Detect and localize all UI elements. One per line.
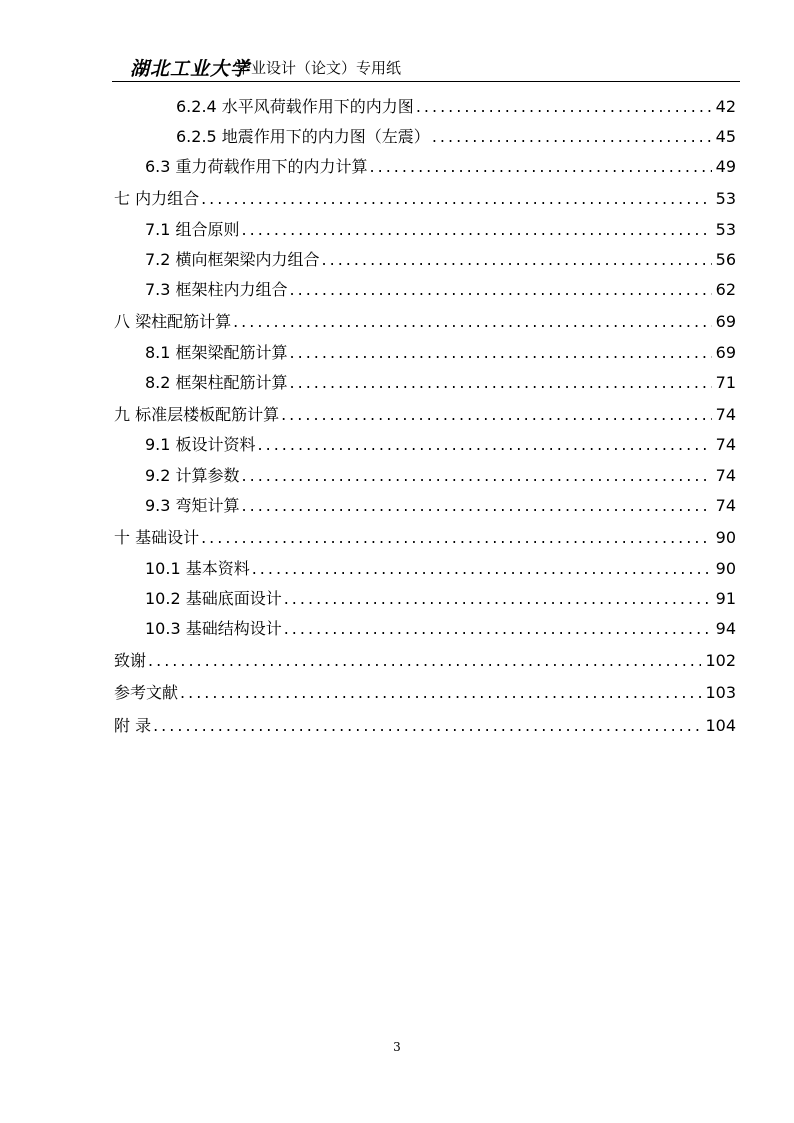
toc-leader-dots xyxy=(281,405,712,425)
toc-leader-dots xyxy=(148,651,701,671)
toc-entry-label: 10.2 基础底面设计 xyxy=(145,589,282,608)
toc-entry-page: 69 xyxy=(715,343,736,362)
toc-entry-label: 6.2.4 水平风荷载作用下的内力图 xyxy=(176,97,414,116)
toc-entry-page: 104 xyxy=(705,716,736,735)
toc-entry-page: 53 xyxy=(715,189,736,208)
toc-entry[interactable] xyxy=(145,466,736,486)
toc-leader-dots xyxy=(201,528,712,548)
page-header xyxy=(112,52,740,82)
toc-entry-label: 9.3 弯矩计算 xyxy=(145,496,240,515)
toc-entry-label: 6.2.5 地震作用下的内力图（左震） xyxy=(176,127,430,146)
toc-entry[interactable] xyxy=(114,651,736,671)
toc-leader-dots xyxy=(252,559,712,579)
header-rule xyxy=(112,81,740,82)
toc-entry-page: 69 xyxy=(715,312,736,331)
toc-entry-page: 74 xyxy=(715,435,736,454)
toc-entry[interactable] xyxy=(114,189,736,209)
toc-leader-dots xyxy=(416,97,712,117)
toc-leader-dots xyxy=(242,466,712,486)
toc-entry[interactable] xyxy=(176,127,736,147)
toc-entry[interactable] xyxy=(145,250,736,270)
toc-entry-page: 74 xyxy=(715,496,736,515)
toc-leader-dots xyxy=(258,435,712,455)
toc-entry-label: 致谢 xyxy=(114,651,147,670)
toc-entry-page: 91 xyxy=(715,589,736,608)
toc-entry-label: 9.1 板设计资料 xyxy=(145,435,256,454)
toc-entry-page: 90 xyxy=(715,559,736,578)
toc-entry[interactable] xyxy=(145,373,736,393)
toc-entry-label: 10.3 基础结构设计 xyxy=(145,619,282,638)
toc-entry-page: 71 xyxy=(715,373,736,392)
toc-entry-label: 7.1 组合原则 xyxy=(145,220,240,239)
toc-entry-page: 49 xyxy=(715,157,736,176)
toc-entry-label: 9.2 计算参数 xyxy=(145,466,240,485)
page-number: 3 xyxy=(393,1040,401,1054)
toc-leader-dots xyxy=(284,619,712,639)
toc-entry[interactable] xyxy=(145,559,736,579)
toc-leader-dots xyxy=(370,157,712,177)
toc-leader-dots xyxy=(290,343,712,363)
toc-leader-dots xyxy=(290,373,712,393)
toc-entry-label: 10.1 基本资料 xyxy=(145,559,250,578)
toc-entry-label: 8.1 框架梁配筋计算 xyxy=(145,343,288,362)
toc-entry[interactable] xyxy=(114,405,736,425)
toc-entry-page: 62 xyxy=(715,280,736,299)
toc-entry-label: 8.2 框架柱配筋计算 xyxy=(145,373,288,392)
toc-entry[interactable] xyxy=(114,312,736,332)
toc-entry-page: 102 xyxy=(705,651,736,670)
toc-entry[interactable] xyxy=(145,619,736,639)
toc-entry-page: 94 xyxy=(715,619,736,638)
toc-entry[interactable] xyxy=(145,220,736,240)
toc-entry-page: 45 xyxy=(715,127,736,146)
toc-entry-page: 74 xyxy=(715,405,736,424)
university-logo: 湖北工业大学 xyxy=(130,58,251,80)
toc-leader-dots xyxy=(242,496,712,516)
toc-leader-dots xyxy=(233,312,712,332)
toc-leader-dots xyxy=(432,127,712,147)
toc-entry-page: 56 xyxy=(715,250,736,269)
toc-entry-label: 参考文献 xyxy=(114,683,179,702)
toc-entry[interactable] xyxy=(145,496,736,516)
toc-leader-dots xyxy=(290,280,712,300)
toc-entry[interactable] xyxy=(145,589,736,609)
toc-leader-dots xyxy=(180,683,701,703)
toc-entry[interactable] xyxy=(145,157,736,177)
toc-entry-label: 7.2 横向框架梁内力组合 xyxy=(145,250,320,269)
toc-leader-dots xyxy=(322,250,712,270)
toc-entry[interactable] xyxy=(176,97,736,117)
toc-entry-label: 八 梁柱配筋计算 xyxy=(114,312,232,331)
toc-entry-label: 附 录 xyxy=(114,716,152,735)
toc-entry-label: 七 内力组合 xyxy=(114,189,200,208)
toc-leader-dots xyxy=(242,220,712,240)
toc-entry[interactable] xyxy=(114,528,736,548)
toc-entry-page: 42 xyxy=(715,97,736,116)
toc-entry-page: 53 xyxy=(715,220,736,239)
toc-entry-page: 74 xyxy=(715,466,736,485)
toc-entry[interactable] xyxy=(114,683,736,703)
toc-entry[interactable] xyxy=(145,435,736,455)
toc-entry-label: 6.3 重力荷载作用下的内力计算 xyxy=(145,157,368,176)
toc-entry-label: 十 基础设计 xyxy=(114,528,200,547)
toc-entry-page: 103 xyxy=(705,683,736,702)
toc-entry[interactable] xyxy=(114,716,736,736)
header-subtitle: 毕业设计（论文）专用纸 xyxy=(236,59,402,77)
toc-entry-label: 九 标准层楼板配筋计算 xyxy=(114,405,280,424)
toc-entry[interactable] xyxy=(145,280,736,300)
toc-entry[interactable] xyxy=(145,343,736,363)
toc-entry-page: 90 xyxy=(715,528,736,547)
toc-entry-label: 7.3 框架柱内力组合 xyxy=(145,280,288,299)
toc-leader-dots xyxy=(201,189,712,209)
toc-leader-dots xyxy=(153,716,701,736)
toc-leader-dots xyxy=(284,589,712,609)
